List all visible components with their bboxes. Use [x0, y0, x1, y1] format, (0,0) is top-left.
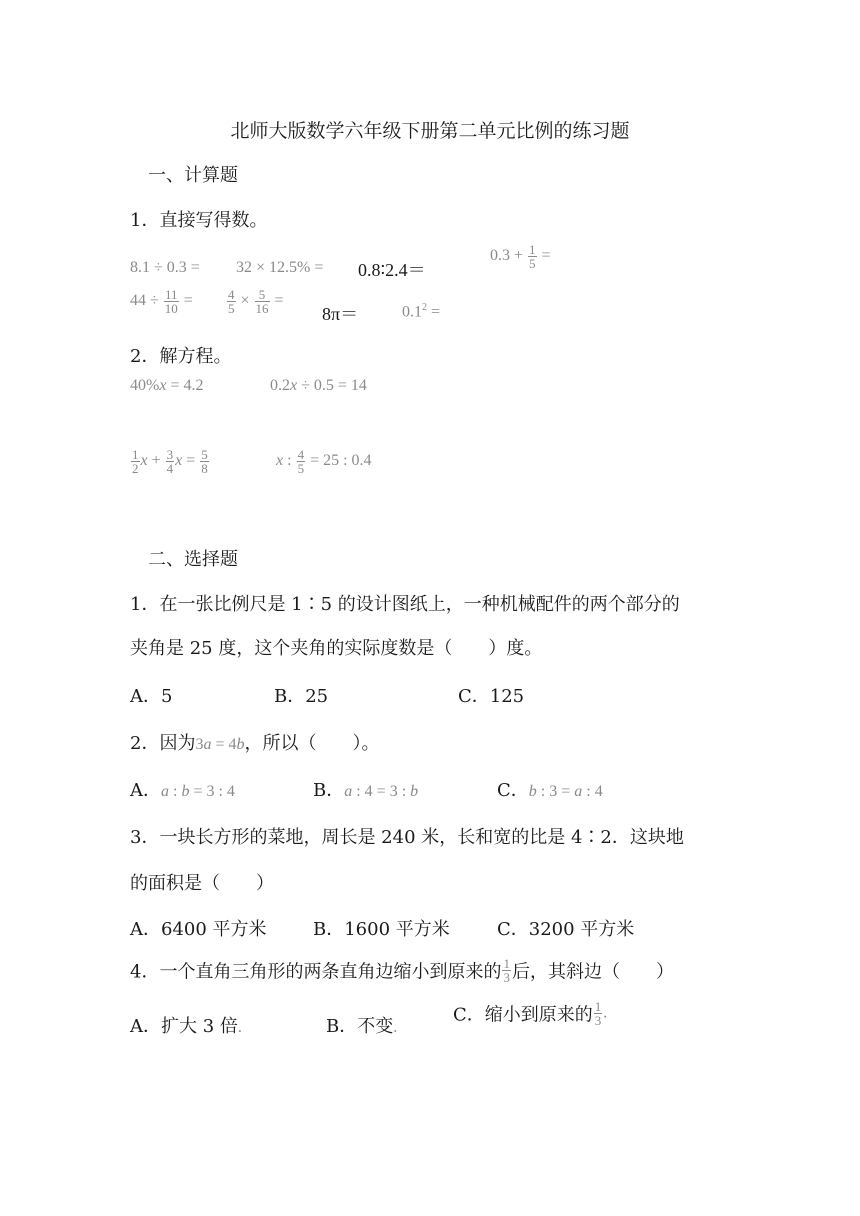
expr-text: = — [182, 452, 200, 470]
calc-expr-1: 8.1 ÷ 0.3 = — [130, 259, 200, 276]
expr-text: 44 ÷ — [130, 292, 159, 310]
expr-text: + — [147, 452, 165, 470]
variable: a — [203, 736, 212, 753]
exponent: 2 — [422, 302, 427, 313]
option-label: C． — [497, 780, 529, 801]
numerator: 1 — [594, 999, 602, 1014]
denominator: 3 — [594, 1013, 602, 1028]
equation-1 — [130, 377, 203, 395]
option-text: A．扩大 3 倍 — [130, 1016, 238, 1037]
variable: a — [344, 783, 353, 800]
variable: x — [140, 452, 148, 470]
q3-option-c: C．3200 平方米 — [497, 919, 635, 940]
fraction — [528, 243, 537, 270]
fraction — [164, 288, 179, 315]
variable: x — [276, 452, 284, 470]
denominator: 16 — [255, 301, 269, 316]
section-heading-choice: 二、选择题 — [148, 549, 238, 570]
variable: b — [410, 783, 419, 800]
expr-text: 3 — [195, 736, 204, 753]
numerator: 1 — [132, 447, 139, 462]
fraction — [227, 288, 236, 315]
denominator: 5 — [529, 256, 536, 271]
numerator: 3 — [166, 447, 174, 462]
denominator: 8 — [201, 461, 208, 476]
denominator: 3 — [503, 970, 510, 985]
variable: x — [175, 452, 183, 470]
option-label: A． — [130, 780, 161, 801]
period: . — [237, 1019, 242, 1036]
q3-option-b: B．1600 平方米 — [313, 919, 450, 940]
expr-text: 0.1 — [402, 303, 422, 321]
expr-text: ÷ 0.5 = 14 — [297, 377, 367, 394]
fraction — [297, 448, 306, 475]
option-text: C．缩小到原来的 — [453, 1004, 593, 1026]
denominator: 2 — [132, 461, 139, 476]
expr-text: : 4 — [582, 783, 603, 800]
math-inline — [161, 783, 235, 800]
expr-text: = 4 — [211, 736, 237, 753]
expr-text: 40% — [130, 377, 160, 394]
q1-line-2: 夹角是 25 度，这个夹角的实际度数是（ ）度。 — [130, 638, 543, 659]
q3-line-1: 3．一块长方形的菜地，周长是 240 米，长和宽的比是 4∶2．这块地 — [130, 827, 684, 848]
math-inline — [195, 736, 244, 753]
stem-text: 后，其斜边（ ） — [511, 961, 674, 983]
numerator: 4 — [297, 447, 305, 462]
q1-direct-answers-label: 1．直接写得数。 — [130, 210, 268, 231]
variable: b — [528, 783, 537, 800]
period: . — [393, 1019, 398, 1036]
q2-stem — [130, 729, 379, 755]
calc-expr-5 — [130, 288, 193, 315]
stem-text: 4．一个直角三角形的两条直角边缩小到原来的 — [130, 961, 502, 983]
denominator: 10 — [164, 301, 178, 316]
expr-text: : 3 = — [536, 783, 575, 800]
expr-text: : — [169, 783, 182, 800]
q4-stem — [130, 957, 674, 984]
q3-option-a: A．6400 平方米 — [130, 919, 267, 940]
numerator: 5 — [258, 287, 266, 302]
fraction — [131, 448, 140, 475]
q1-option-c: C．125 — [458, 686, 525, 707]
expr-text: = 25 : 0.4 — [306, 452, 372, 470]
equation-3 — [130, 448, 210, 475]
numerator: 11 — [165, 287, 178, 302]
calc-expr-2: 32 × 12.5% = — [236, 259, 324, 276]
calc-expr-3: 0.8∶2.4＝ — [358, 260, 426, 280]
equation-4 — [276, 448, 372, 475]
denominator: 4 — [166, 461, 174, 476]
section-heading-calc: 一、计算题 — [148, 165, 238, 186]
expr-text: : 4 = 3 : — [352, 783, 411, 800]
expr-text: : — [283, 452, 296, 470]
numerator: 1 — [529, 242, 536, 257]
calc-expr-8 — [402, 302, 440, 321]
q3-line-2: 的面积是（ ） — [130, 873, 274, 894]
variable: a — [161, 783, 169, 800]
calc-expr-6 — [226, 288, 284, 315]
variable: b — [181, 783, 190, 800]
expr-text: 0.2 — [270, 377, 290, 394]
fraction — [166, 448, 175, 475]
option-text: B．不变 — [326, 1016, 394, 1037]
expr-text: 0.3 + — [490, 247, 524, 265]
calc-expr-4 — [490, 243, 551, 270]
q4-option-c — [453, 1000, 607, 1027]
variable: a — [574, 783, 583, 800]
q2-option-c — [497, 776, 603, 802]
q4-option-b — [326, 1012, 397, 1038]
expr-text: × — [240, 292, 250, 310]
expr-text: = — [431, 303, 441, 321]
fraction — [200, 448, 209, 475]
q2-option-a — [130, 776, 235, 802]
stem-text: 2．因为 — [130, 733, 196, 754]
q2-solve-equations-label: 2．解方程。 — [130, 346, 232, 367]
equation-2 — [270, 377, 367, 395]
numerator: 4 — [228, 287, 235, 302]
variable: b — [236, 736, 245, 753]
numerator: 1 — [503, 956, 510, 971]
variable: x — [290, 377, 298, 394]
fraction — [594, 1000, 603, 1027]
numerator: 5 — [201, 447, 208, 462]
option-label: B． — [313, 780, 345, 801]
q4-option-a — [130, 1012, 242, 1038]
expr-text: = — [274, 292, 284, 310]
expr-text: = — [541, 247, 551, 265]
expr-text: = 4.2 — [166, 377, 204, 394]
expr-text: = 3 : 4 — [189, 783, 235, 800]
q1-option-a: A．5 — [130, 686, 173, 707]
fraction — [502, 957, 511, 984]
denominator: 5 — [297, 461, 305, 476]
period: . — [603, 1004, 608, 1022]
q2-option-b — [313, 776, 418, 802]
math-inline — [344, 783, 418, 800]
denominator: 5 — [228, 301, 235, 316]
math-inline — [529, 783, 603, 800]
q1-line-1: 1．在一张比例尺是 1∶5 的设计图纸上，一种机械配件的两个部分的 — [130, 594, 680, 615]
variable: x — [159, 377, 167, 394]
calc-expr-7: 8π＝ — [322, 304, 359, 324]
page-title: 北师大版数学六年级下册第二单元比例的练习题 — [230, 120, 630, 142]
q1-option-b: B．25 — [274, 686, 329, 707]
stem-text: ，所以（ ）。 — [244, 733, 380, 754]
fraction — [255, 288, 270, 315]
expr-text: = — [183, 292, 193, 310]
